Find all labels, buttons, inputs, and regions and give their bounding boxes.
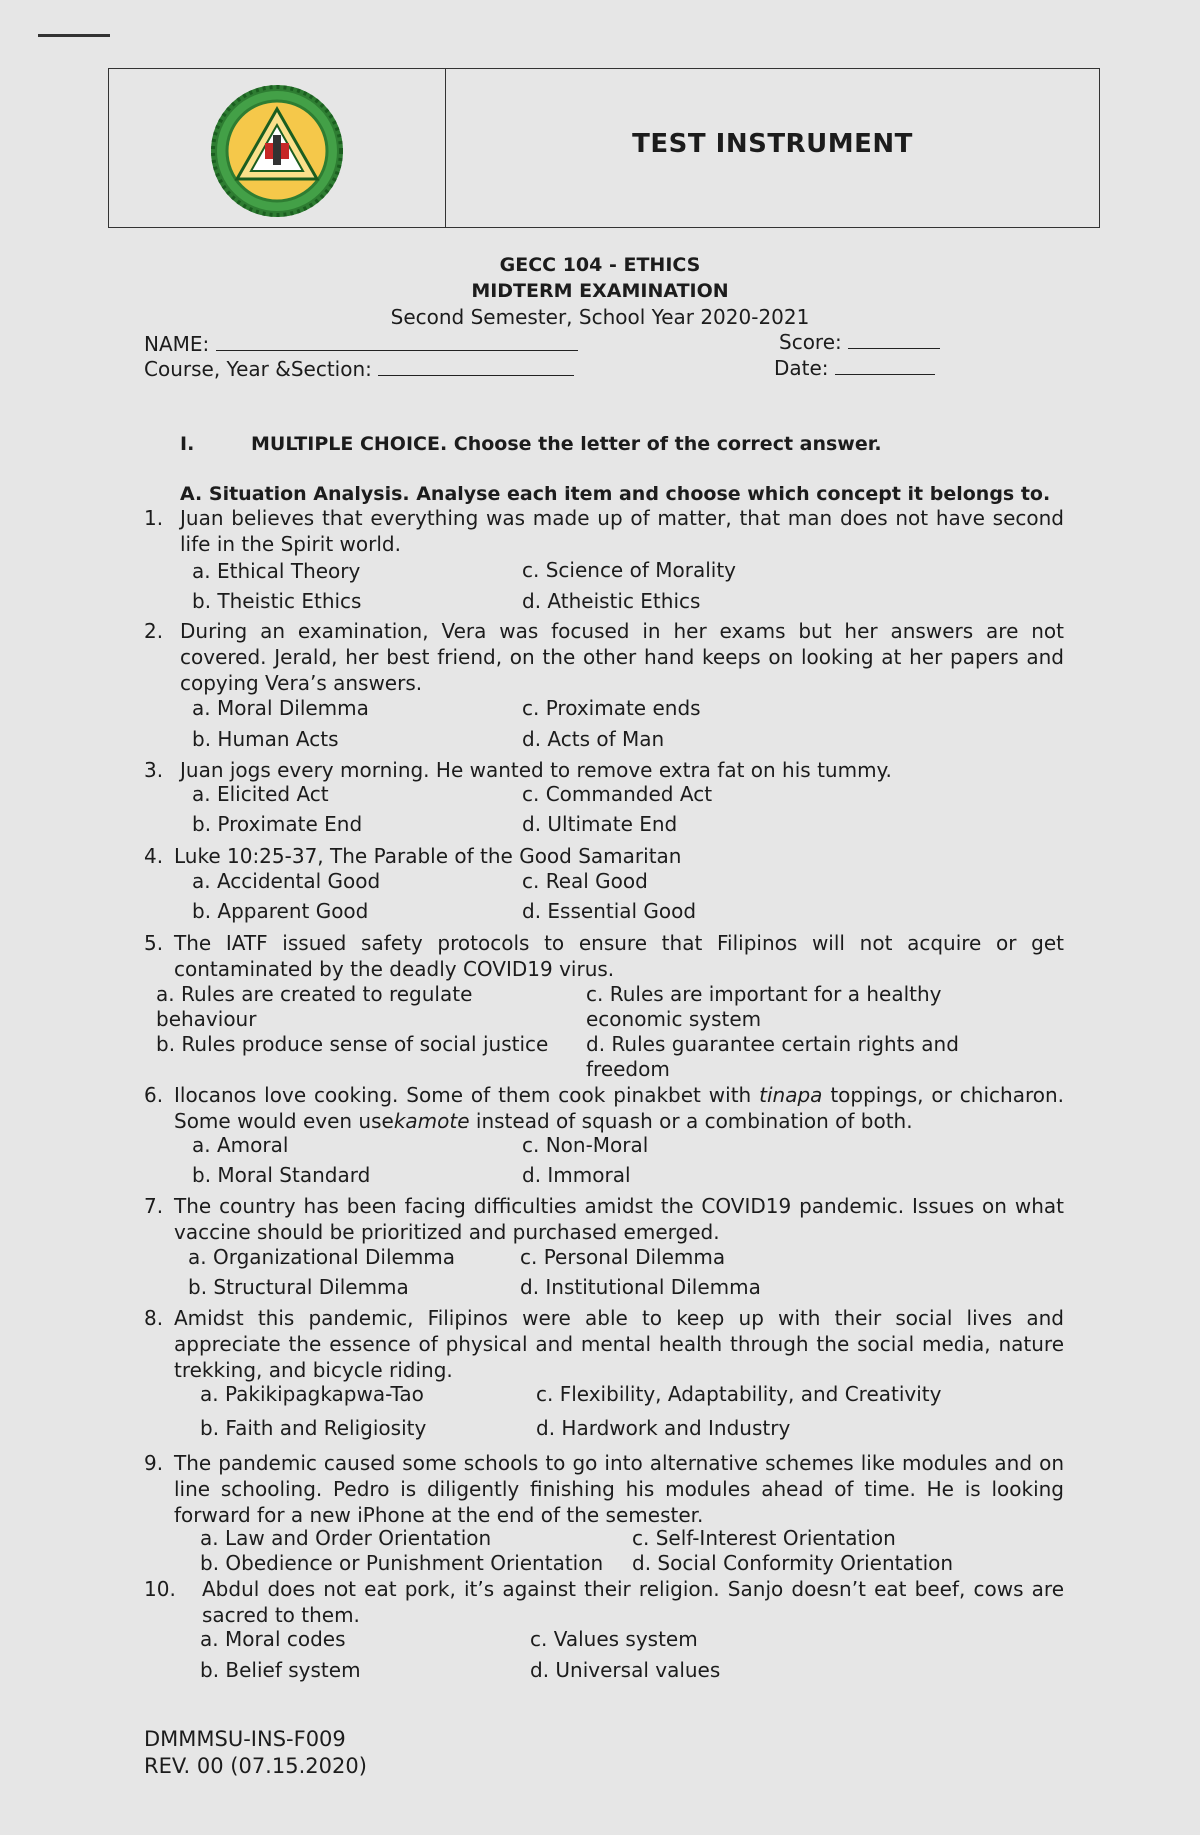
question-text-italic: tinapa: [759, 1083, 823, 1107]
option-d[interactable]: d. Acts of Man: [522, 727, 665, 751]
option-d[interactable]: d. Essential Good: [522, 899, 697, 923]
question-text: The country has been facing difficulties amidst the COVID19 pandemic. Issues on what vaccine should be prioritized and purchased emerged.: [174, 1194, 1064, 1244]
option-c[interactable]: c. Non-Moral: [522, 1133, 649, 1157]
question-text: [174, 1082, 1064, 1134]
score-field: [779, 330, 940, 354]
question-number: 7.: [144, 1194, 164, 1218]
top-dash: [38, 34, 110, 37]
question-text: Amidst this pandemic, Filipinos were able to keep up with their social lives and appreciate the essence of physical and mental health through the social media, nature trekking, and bicycle riding.: [174, 1306, 1064, 1382]
option-c[interactable]: c. Flexibility, Adaptability, and Creativity: [536, 1382, 942, 1406]
course-section-field: [144, 357, 574, 381]
option-c[interactable]: c. Rules are important for a healthy economic system: [586, 982, 942, 1031]
option-d[interactable]: d. Social Conformity Orientation: [632, 1551, 954, 1575]
option-d[interactable]: d. Institutional Dilemma: [520, 1275, 761, 1299]
question-number: 1.: [144, 506, 164, 530]
option-a[interactable]: a. Amoral: [192, 1133, 289, 1157]
option-a[interactable]: a. Elicited Act: [192, 782, 329, 806]
course-title: GECC 104 - ETHICS: [499, 254, 701, 276]
exam-title: MIDTERM EXAMINATION: [471, 280, 729, 302]
score-input-line[interactable]: [848, 330, 940, 349]
revision-line: REV. 00 (07.15.2020): [144, 1754, 367, 1778]
option-b[interactable]: b. Apparent Good: [192, 899, 369, 923]
option-c[interactable]: c. Values system: [530, 1627, 698, 1651]
question-text-part: instead of squash or a combination of both.: [469, 1109, 913, 1133]
option-b[interactable]: b. Obedience or Punishment Orientation: [200, 1551, 604, 1575]
option-b[interactable]: b. Theistic Ethics: [192, 589, 362, 613]
option-a[interactable]: a. Moral Dilemma: [192, 696, 369, 720]
option-d[interactable]: d. Universal values: [530, 1658, 721, 1682]
option-c[interactable]: c. Real Good: [522, 869, 648, 893]
option-a[interactable]: a. Organizational Dilemma: [188, 1245, 456, 1269]
header-box: [108, 68, 1100, 228]
date-field: [774, 356, 935, 380]
option-d[interactable]: d. Immoral: [522, 1163, 631, 1187]
question-number: 5.: [144, 931, 164, 955]
part-number: I.: [180, 433, 195, 455]
logo-cell: [109, 69, 446, 227]
option-a[interactable]: a. Ethical Theory: [192, 559, 361, 583]
score-label: Score:: [779, 330, 842, 354]
option-a[interactable]: a. Pakikipagkapwa-Tao: [200, 1382, 424, 1406]
course-section-label: Course, Year &Section:: [144, 357, 372, 381]
university-seal-logo: [209, 83, 345, 219]
subpart-instruction: A. Situation Analysis. Analyse each item and choose which concept it belongs to.: [180, 483, 1051, 505]
question-number: 2.: [144, 619, 164, 643]
option-c[interactable]: c. Self-Interest Orientation: [632, 1526, 896, 1550]
option-c[interactable]: c. Personal Dilemma: [520, 1245, 726, 1269]
option-a[interactable]: a. Accidental Good: [192, 869, 381, 893]
option-b[interactable]: b. Rules produce sense of social justice: [156, 1032, 549, 1056]
question-number: 3.: [144, 758, 164, 782]
question-text: The pandemic caused some schools to go into alternative schemes like modules and on line schooling. Pedro is diligently finishing his modules ahead of time. He is looking forward for a new iPhone at the end of the semester.: [174, 1451, 1064, 1527]
date-label: Date:: [774, 356, 829, 380]
option-b[interactable]: b. Proximate End: [192, 812, 363, 836]
name-field: [144, 332, 578, 356]
option-c[interactable]: c. Science of Morality: [522, 558, 736, 582]
option-b[interactable]: b. Moral Standard: [192, 1163, 371, 1187]
option-d[interactable]: d. Hardwork and Industry: [536, 1416, 791, 1440]
name-label: NAME:: [144, 332, 210, 356]
question-number: 9.: [144, 1451, 164, 1475]
option-d[interactable]: d. Ultimate End: [522, 812, 678, 836]
question-text-part: toppings, or chicharon. Some would even use: [174, 1083, 1064, 1133]
question-text-italic: kamote: [393, 1109, 470, 1133]
question-text: The IATF issued safety protocols to ensure that Filipinos will not acquire or get contaminated by the deadly COVID19 virus.: [174, 931, 1064, 981]
question-text: During an examination, Vera was focused in her exams but her answers are not covered. Jerald, her best friend, on the other hand keeps on looking at her papers and copying Vera’s answers.: [180, 619, 1064, 695]
option-a[interactable]: a. Law and Order Orientation: [200, 1526, 492, 1550]
part-instruction: MULTIPLE CHOICE. Choose the letter of the correct answer.: [251, 433, 882, 455]
option-b[interactable]: b. Structural Dilemma: [188, 1275, 409, 1299]
question-text: Abdul does not eat pork, it’s against their religion. Sanjo doesn’t eat beef, cows are sacred to them.: [202, 1577, 1064, 1627]
course-section-input-line[interactable]: [378, 357, 574, 376]
option-b[interactable]: b. Belief system: [200, 1658, 361, 1682]
title-cell: [446, 69, 1099, 227]
option-b[interactable]: b. Human Acts: [192, 727, 339, 751]
option-d[interactable]: d. Atheistic Ethics: [522, 589, 701, 613]
question-number: 6.: [144, 1083, 164, 1107]
question-number: 8.: [144, 1306, 164, 1330]
name-input-line[interactable]: [216, 332, 578, 351]
term-line: Second Semester, School Year 2020-2021: [390, 305, 810, 329]
question-text: Juan jogs every morning. He wanted to remove extra fat on his tummy.: [180, 758, 892, 782]
question-text: Luke 10:25-37, The Parable of the Good Samaritan: [174, 844, 682, 868]
question-text-part: Ilocanos love cooking. Some of them cook pinakbet with: [174, 1083, 760, 1107]
question-number: 10.: [144, 1577, 176, 1601]
form-code: DMMMSU-INS-F009: [144, 1727, 346, 1751]
option-b[interactable]: b. Faith and Religiosity: [200, 1416, 427, 1440]
option-c[interactable]: c. Commanded Act: [522, 782, 713, 806]
option-c[interactable]: c. Proximate ends: [522, 696, 701, 720]
option-a[interactable]: a. Moral codes: [200, 1627, 346, 1651]
date-input-line[interactable]: [835, 356, 935, 375]
question-number: 4.: [144, 844, 164, 868]
option-a[interactable]: a. Rules are created to regulate behaviour: [156, 982, 473, 1031]
question-text: Juan believes that everything was made up of matter, that man does not have second life in the Spirit world.: [180, 506, 1064, 556]
document-title: TEST INSTRUMENT: [632, 129, 913, 159]
option-d[interactable]: d. Rules guarantee certain rights and freedom: [586, 1032, 959, 1081]
